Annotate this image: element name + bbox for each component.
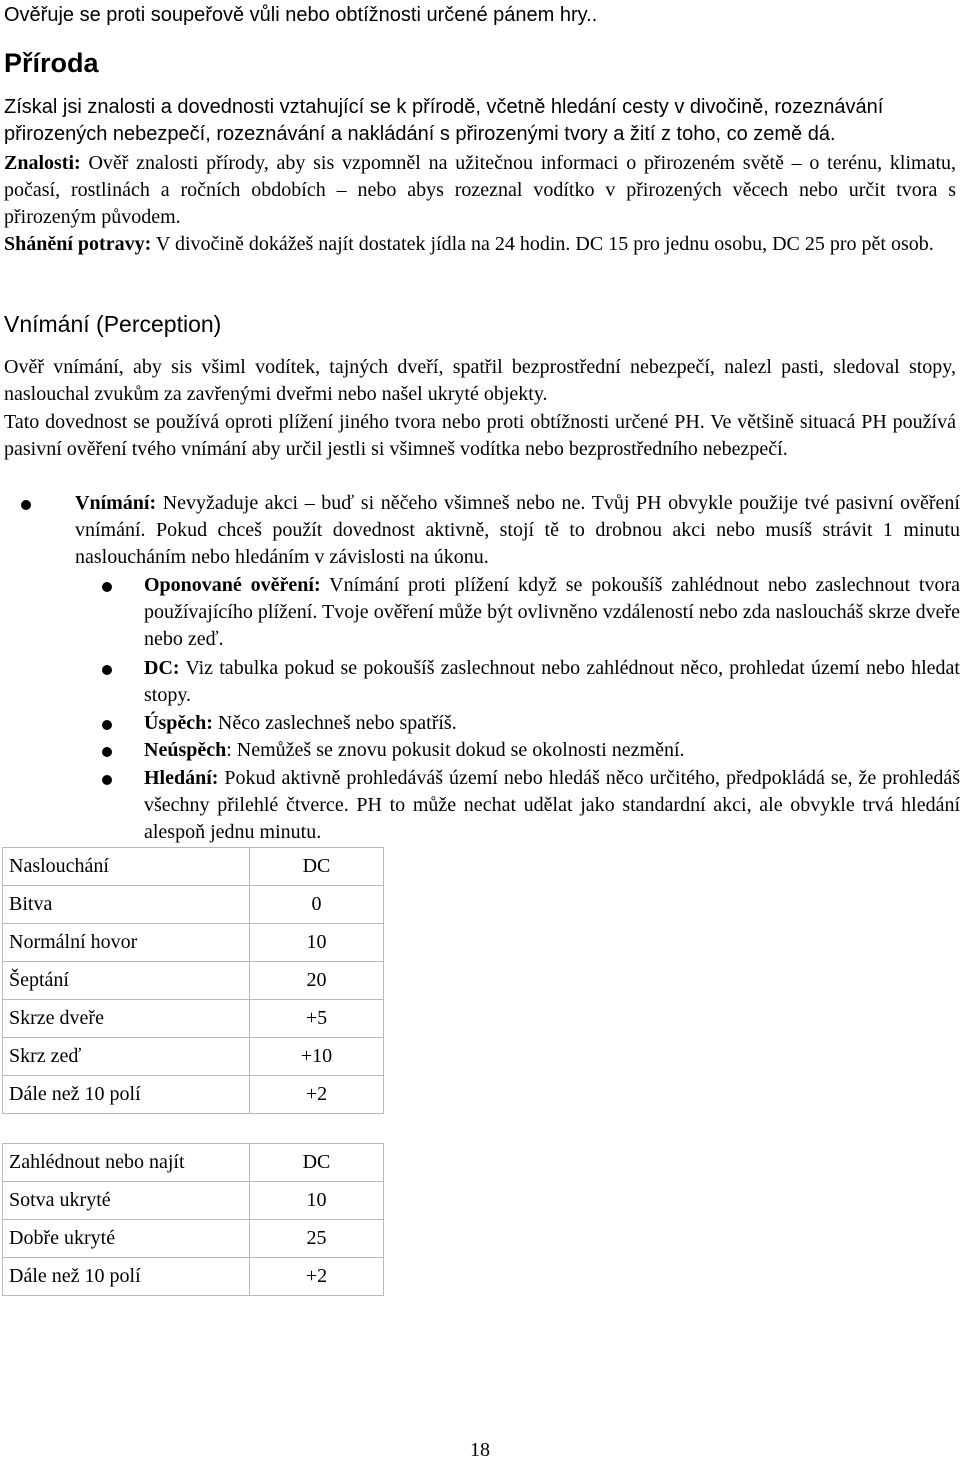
sub-bullet-label: Hledání:: [144, 767, 219, 789]
table-row: [3, 886, 384, 924]
bullet-dot-icon: [102, 582, 112, 592]
table-row: [3, 1182, 384, 1220]
table-header-cell: Zahlédnout nebo najít: [3, 1144, 250, 1182]
table-cell: 10: [250, 1182, 384, 1220]
page-number: 18: [470, 1439, 490, 1461]
bullet-dot-icon: [102, 720, 112, 730]
table-row: [3, 1076, 384, 1114]
bullet-dot-icon: [102, 665, 112, 675]
shaneni-text: V divočině dokážeš najít dostatek jídla na 24 hodin. DC 15 pro jednu osobu, DC 25 pro pět osob.: [151, 233, 934, 255]
table-cell: Skrze dveře: [3, 1000, 250, 1038]
table-cell: Bitva: [3, 886, 250, 924]
sub-bullet-hledani: [144, 765, 960, 846]
section-title-priroda: Příroda: [4, 48, 99, 78]
section-title-vnimani: Vnímání (Perception): [4, 311, 222, 337]
sub-bullet-text: : Nemůžeš se znovu pokusit dokud se okolnosti nezmění.: [226, 739, 685, 761]
table-header-row: [3, 848, 384, 886]
sub-bullet-label: Neúspěch: [144, 739, 227, 761]
table-cell: Dobře ukryté: [3, 1220, 250, 1258]
vnimani-bullet-text: Nevyžaduje akci – buď si něčeho všimneš nebo ne. Tvůj PH obvykle použije tvé pasivní ověření vnímání. Pokud chceš použít dovednost aktivně, stojí tě to drobnou akci nebo musíš strávit 1 minutu nasloucháním nebo hledáním v závislosti na úkonu.: [75, 492, 960, 568]
table-cell: Sotva ukryté: [3, 1182, 250, 1220]
table-cell: 20: [250, 962, 384, 1000]
znalosti-paragraph: [4, 150, 956, 231]
priroda-intro: Získal jsi znalosti a dovednosti vztahující se k přírodě, včetně hledání cesty v divočině, rozeznávání přirozených nebezpečí, rozeznávání a nakládání s přirozenými tvory a žití z toho, co země dá.: [4, 96, 884, 145]
znalosti-text: Ověř znalosti přírody, aby sis vzpomněl na užitečnou informaci o přirozeném světě – o terénu, klimatu, počasí, rostlinách a ročních obdobích – nebo abys rozeznal vodítko v přirozených věcech nebo určit tvora s přirozeným původem.: [4, 152, 956, 228]
intro-line: Ověřuje se proti soupeřově vůli nebo obtížnosti určené pánem hry..: [4, 4, 598, 26]
table-cell: Normální hovor: [3, 924, 250, 962]
table-cell: 10: [250, 924, 384, 962]
vnimani-paragraph-2: [4, 409, 956, 463]
vnimani-p1-text: Ověř vnímání, aby sis všiml vodítek, tajných dveří, spatřil bezprostřední nebezpečí, nalezl pasti, sledoval stopy, naslouchal zvukům za zavřenými dveřmi nebo našel ukryté objekty.: [4, 356, 956, 405]
table-cell: +10: [250, 1038, 384, 1076]
table-cell: Dále než 10 polí: [3, 1258, 250, 1296]
vnimani-bullet-label: Vnímání:: [75, 492, 157, 514]
sub-bullet-dc: [144, 655, 960, 709]
sub-bullet-text: Pokud aktivně prohledáváš území nebo hledáš něco určitého, předpokládá se, že prohledáš všechny přilehlé čtverce. PH to může nechat udělat jako standardní akci, ale obvykle trvá hledání alespoň jednu minutu.: [144, 767, 960, 843]
table-cell: Šeptání: [3, 962, 250, 1000]
table-cell: +5: [250, 1000, 384, 1038]
table-row: [3, 962, 384, 1000]
table-cell: 25: [250, 1220, 384, 1258]
vnimani-paragraph-1: [4, 354, 956, 408]
table-cell: 0: [250, 886, 384, 924]
shaneni-paragraph: [4, 231, 956, 258]
znalosti-label: Znalosti:: [4, 152, 81, 174]
table-row: [3, 1220, 384, 1258]
bullet-dot-icon: [102, 775, 112, 785]
table-cell: Dále než 10 polí: [3, 1076, 250, 1114]
table-row: [3, 1000, 384, 1038]
sub-bullet-text: Vnímání proti plížení když se pokoušíš zahlédnout nebo zaslechnout tvora používajícího plížení. Tvoje ověření může být ovlivněno vzdáleností nebo zda nasloucháš skrze dveře nebo zeď.: [144, 574, 960, 650]
table-naslouchani: [2, 847, 384, 1114]
table-header-cell: DC: [250, 1144, 384, 1182]
table-header-cell: Naslouchání: [3, 848, 250, 886]
table-cell: +2: [250, 1258, 384, 1296]
sub-bullet-label: DC:: [144, 657, 180, 679]
sub-bullet-neuspech: [144, 737, 960, 764]
table-header-cell: DC: [250, 848, 384, 886]
table-row: [3, 1258, 384, 1296]
bullet-dot-icon: [102, 747, 112, 757]
table-header-row: [3, 1144, 384, 1182]
vnimani-p2-text: Tato dovednost se používá oproti plížení jiného tvora nebo proti obtížnosti určené PH. Ve většině situacá PH používá pasivní ověření tvého vnímání aby určil jestli si všimneš vodítka nebo bezprostředního nebezpečí.: [4, 411, 956, 460]
sub-bullet-text: Něco zaslechneš nebo spatříš.: [212, 712, 457, 734]
table-cell: +2: [250, 1076, 384, 1114]
table-zahlednout: [2, 1143, 384, 1296]
sub-bullet-label: Úspěch:: [144, 712, 213, 734]
sub-bullet-text: Viz tabulka pokud se pokoušíš zaslechnout nebo zahlédnout něco, prohledat území nebo hledat stopy.: [144, 657, 960, 706]
table-row: [3, 924, 384, 962]
sub-bullet-uspech: [144, 710, 960, 737]
shaneni-label: Shánění potravy:: [4, 233, 152, 255]
bullet-dot-icon: [21, 500, 31, 510]
table-row: [3, 1038, 384, 1076]
sub-bullet-label: Oponované ověření:: [144, 574, 321, 596]
vnimani-bullet: [75, 490, 960, 571]
sub-bullet-oponovane: [144, 572, 960, 653]
table-cell: Skrz zeď: [3, 1038, 250, 1076]
